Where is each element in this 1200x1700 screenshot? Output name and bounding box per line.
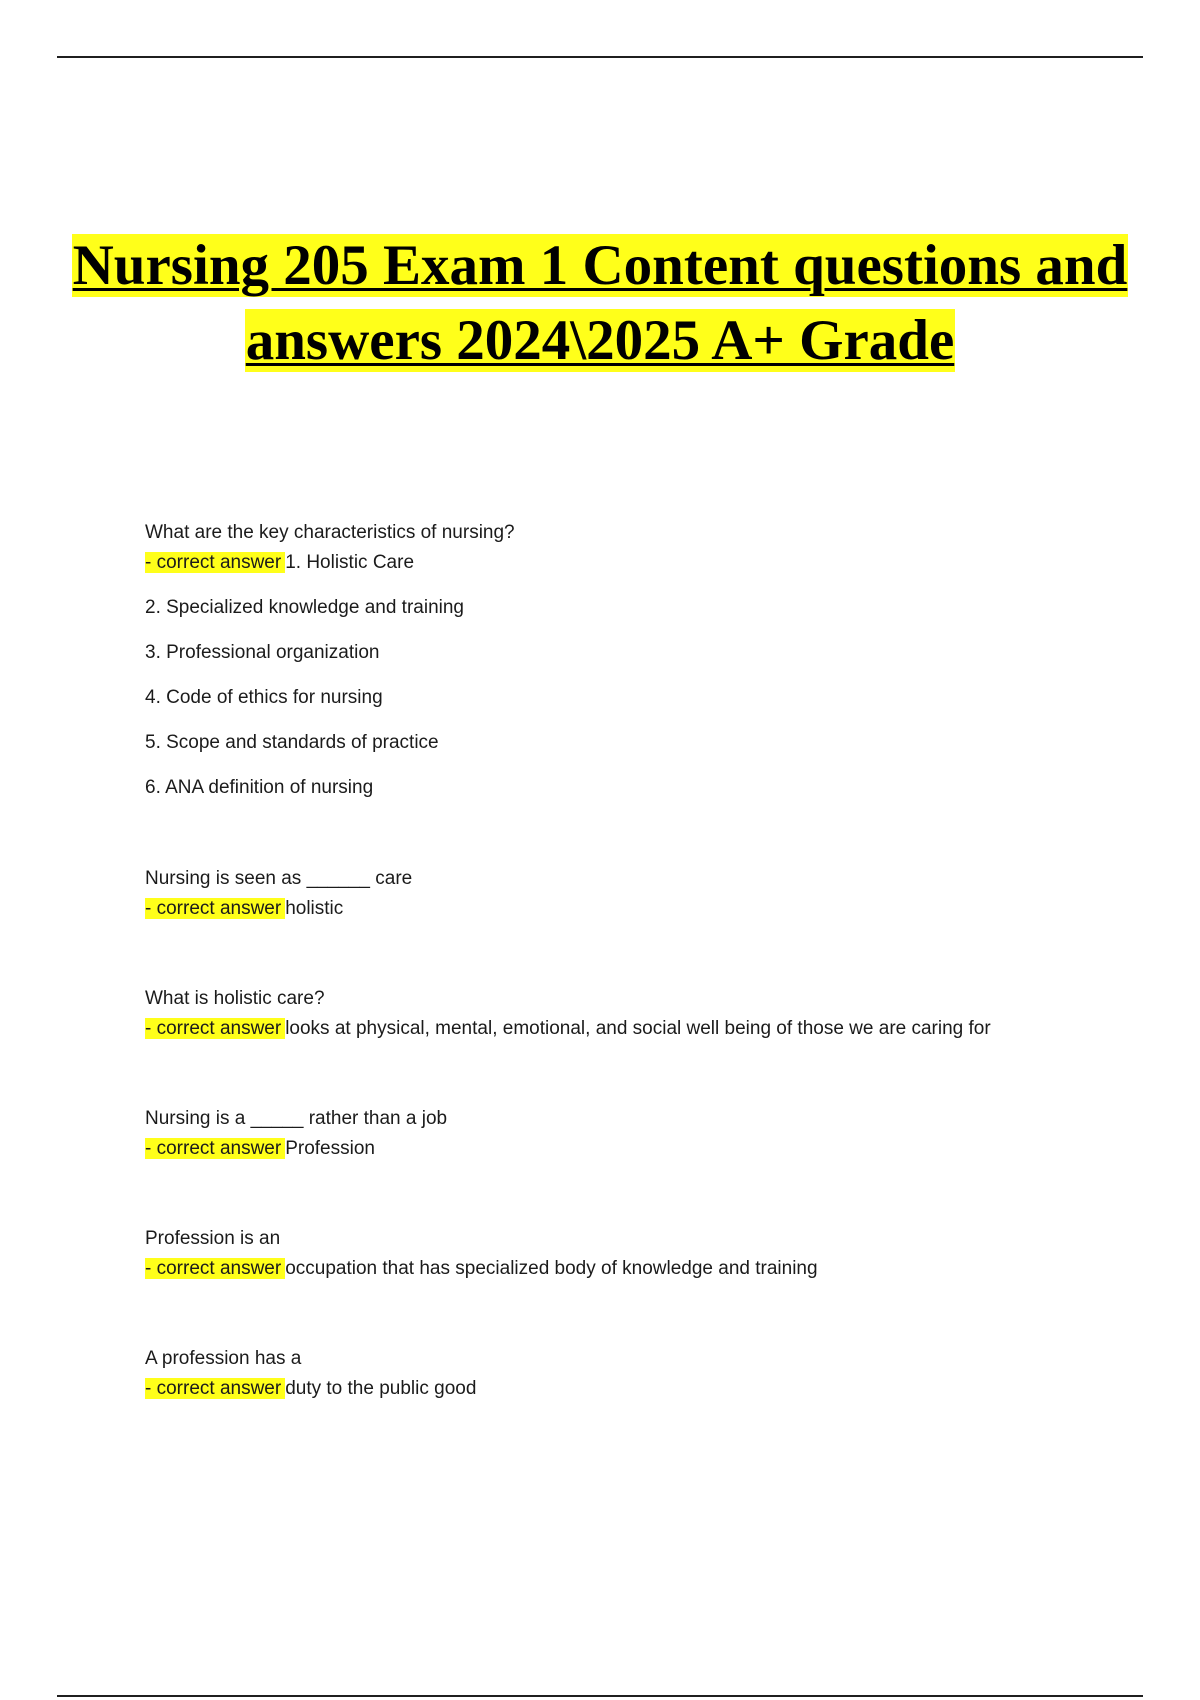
answer-line-6 [145, 1374, 1105, 1404]
answer-marker: - correct answer [145, 1258, 285, 1279]
answer-line-4 [145, 1134, 1105, 1164]
answer-marker: - correct answer [145, 1018, 285, 1039]
answer-6: duty to the public good [285, 1378, 477, 1399]
list-item: 3. Professional organization [145, 642, 380, 663]
answer-line-1 [145, 548, 1105, 578]
qa-item-1 [145, 518, 1105, 803]
answer-line-3 [145, 1014, 1105, 1044]
list-item: 5. Scope and standards of practice [145, 732, 439, 753]
question-1: What are the key characteristics of nursing? [145, 522, 515, 543]
document-title [0, 228, 1200, 378]
qa-item-3 [145, 984, 1105, 1044]
question-5: Profession is an [145, 1228, 281, 1249]
answer-line-2 [145, 894, 1105, 924]
header-rule [57, 56, 1143, 58]
document-title-text: Nursing 205 Exam 1 Content questions and answers 2024\2025 A+ Grade [72, 234, 1128, 372]
question-2: Nursing is seen as ______ care [145, 868, 413, 889]
answer-2: holistic [285, 898, 344, 919]
qa-item-4 [145, 1104, 1105, 1164]
answer-marker: - correct answer [145, 1378, 285, 1399]
question-3: What is holistic care? [145, 988, 325, 1009]
list-item: 6. ANA definition of nursing [145, 777, 374, 798]
qa-item-6 [145, 1344, 1105, 1404]
footer-rule [57, 1695, 1143, 1697]
answer-marker: - correct answer [145, 1138, 285, 1159]
question-6: A profession has a [145, 1348, 302, 1369]
answer-1: 1. Holistic Care [285, 552, 415, 573]
answer-line-5 [145, 1254, 1105, 1284]
qa-item-5 [145, 1224, 1105, 1284]
qa-content [145, 518, 1105, 1404]
qa-item-2 [145, 864, 1105, 924]
list-item: 2. Specialized knowledge and training [145, 597, 464, 618]
answer-marker: - correct answer [145, 552, 285, 573]
answer-3: looks at physical, mental, emotional, and social well being of those we are caring for [285, 1018, 991, 1039]
list-item: 4. Code of ethics for nursing [145, 687, 383, 708]
answer-5: occupation that has specialized body of knowledge and training [285, 1258, 818, 1279]
answer-4: Profession [285, 1138, 375, 1159]
question-4: Nursing is a _____ rather than a job [145, 1108, 448, 1129]
answer-marker: - correct answer [145, 898, 285, 919]
